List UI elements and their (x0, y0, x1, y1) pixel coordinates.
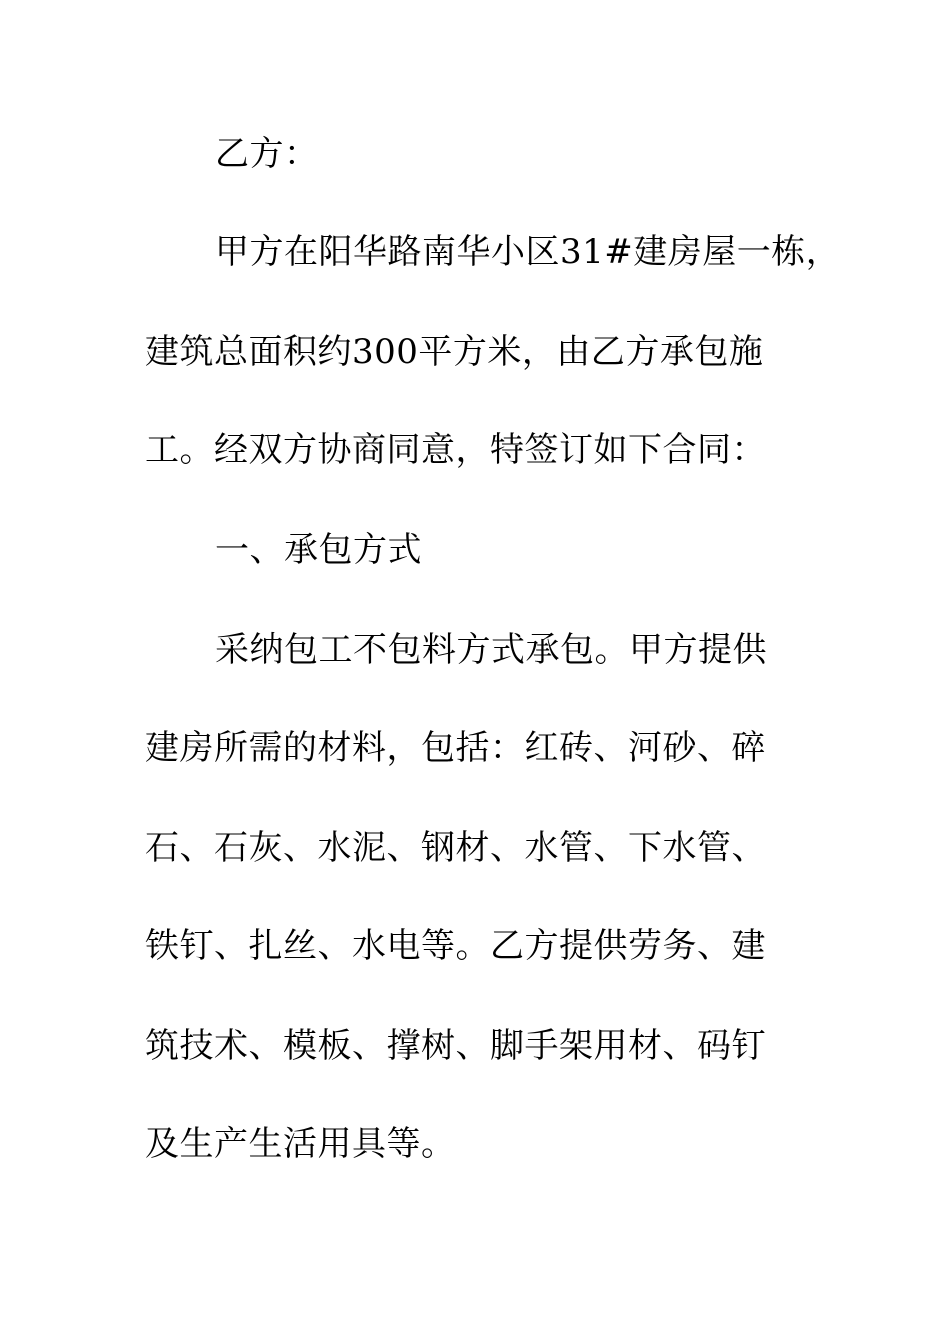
party-b-label: 乙方： (215, 134, 319, 174)
paragraph-method-line-6: 及生产生活用具等。 (145, 1124, 456, 1164)
paragraph-intro-line-3: 工。经双方协商同意，特签订如下合同： (145, 430, 766, 470)
paragraph-method-line-5: 筑技术、模板、撑树、脚手架用材、码钉 (145, 1026, 766, 1066)
paragraph-intro-line-2: 建筑总面积约300平方米，由乙方承包施 (145, 332, 764, 372)
paragraph-intro-line-1: 甲方在阳华路南华小区31#建房屋一栋， (215, 232, 841, 272)
section-heading-contract-method: 一、承包方式 (215, 530, 422, 570)
paragraph-method-line-3: 石、石灰、水泥、钢材、水管、下水管、 (145, 828, 766, 868)
paragraph-method-line-1: 采纳包工不包料方式承包。甲方提供 (215, 630, 767, 670)
paragraph-method-line-2: 建房所需的材料，包括：红砖、河砂、碎 (145, 728, 766, 768)
paragraph-method-line-4: 铁钉、扎丝、水电等。乙方提供劳务、建 (145, 926, 766, 966)
